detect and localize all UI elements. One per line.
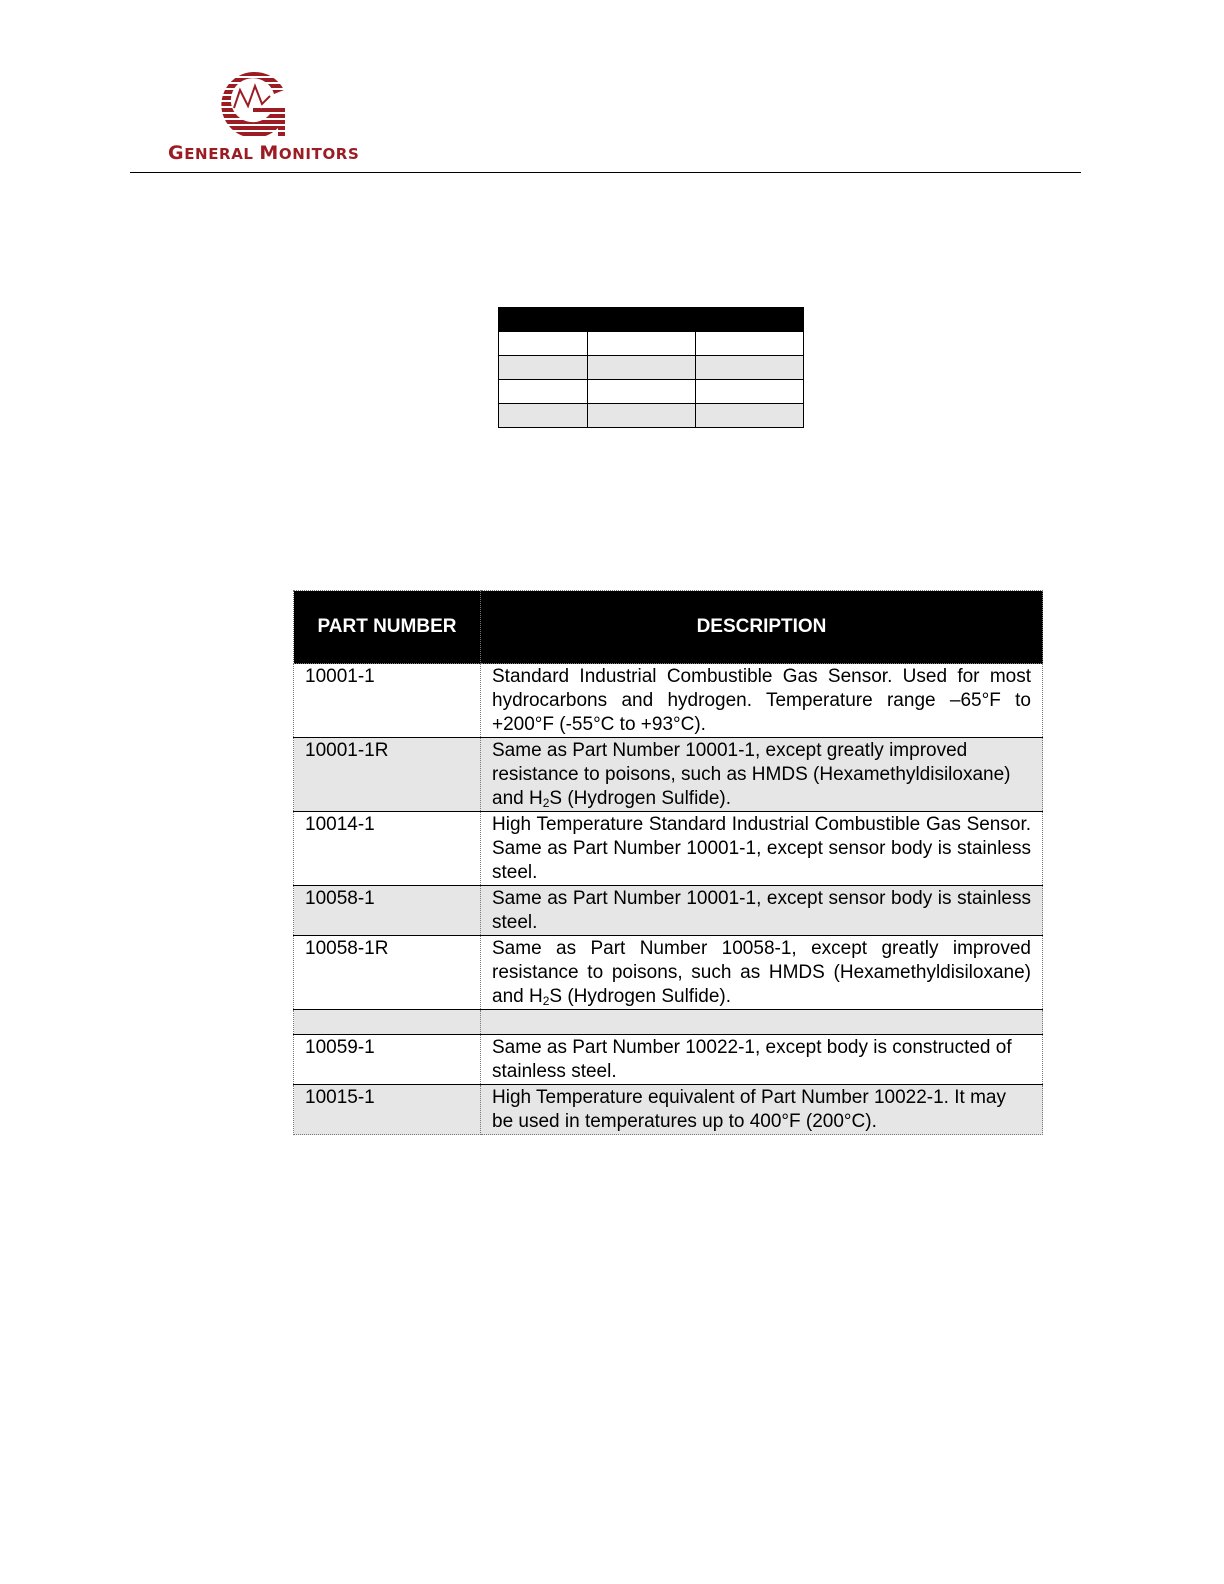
blank-table-header-row <box>499 308 804 332</box>
parts-table-header-row <box>294 591 1043 664</box>
part-number-cell: 10014-1 <box>294 812 481 886</box>
logo-wordmark: GENERAL MONITORS <box>168 142 360 164</box>
part-number-cell: 10058-1 <box>294 886 481 936</box>
table-row <box>294 1010 1043 1035</box>
description-cell: Same as Part Number 10058-1, except greatly improved resistance to poisons, such as HMDS (Hexamethyldisiloxane) and $H_2S$ (Hydrogen Sulfide). <box>481 936 1043 1010</box>
table-row <box>294 738 1043 812</box>
general-monitors-logo <box>168 70 360 166</box>
parts-table <box>293 590 1043 1135</box>
part-number-cell: 10015-1 <box>294 1085 481 1135</box>
part-number-header: PART NUMBER <box>294 591 481 664</box>
blank-table <box>498 307 804 428</box>
blank-table-row <box>499 356 804 380</box>
table-row <box>294 812 1043 886</box>
description-cell <box>481 1010 1043 1035</box>
description-cell: High Temperature equivalent of Part Number 10022-1. It may be used in temperatures up to 400°F (200°C). <box>481 1085 1043 1135</box>
table-row <box>294 936 1043 1010</box>
blank-table-row <box>499 332 804 356</box>
header-divider <box>130 172 1081 173</box>
description-cell: High Temperature Standard Industrial Combustible Gas Sensor. Same as Part Number 10001-1, except sensor body is stainless steel. <box>481 812 1043 886</box>
general-monitors-emblem-icon <box>218 70 288 138</box>
blank-table-row <box>499 380 804 404</box>
blank-table-row <box>499 404 804 428</box>
part-number-cell <box>294 1010 481 1035</box>
description-cell: Same as Part Number 10001-1, except greatly improved resistance to poisons, such as HMDS (Hexamethyldisiloxane) and $H_2S$ (Hydrogen Sulfide). <box>481 738 1043 812</box>
table-row <box>294 1085 1043 1135</box>
part-number-cell: 10059-1 <box>294 1035 481 1085</box>
description-cell: Same as Part Number 10001-1, except sensor body is stainless steel. <box>481 886 1043 936</box>
description-cell: Standard Industrial Combustible Gas Sensor. Used for most hydrocarbons and hydrogen. Temperature range –65°F to +200°F (-55°C to +93°C). <box>481 664 1043 738</box>
table-row <box>294 886 1043 936</box>
description-header: DESCRIPTION <box>481 591 1043 664</box>
description-cell: Same as Part Number 10022-1, except body is constructed of stainless steel. <box>481 1035 1043 1085</box>
part-number-cell: 10001-1 <box>294 664 481 738</box>
table-row <box>294 664 1043 738</box>
part-number-cell: 10001-1R <box>294 738 481 812</box>
table-row <box>294 1035 1043 1085</box>
part-number-cell: 10058-1R <box>294 936 481 1010</box>
